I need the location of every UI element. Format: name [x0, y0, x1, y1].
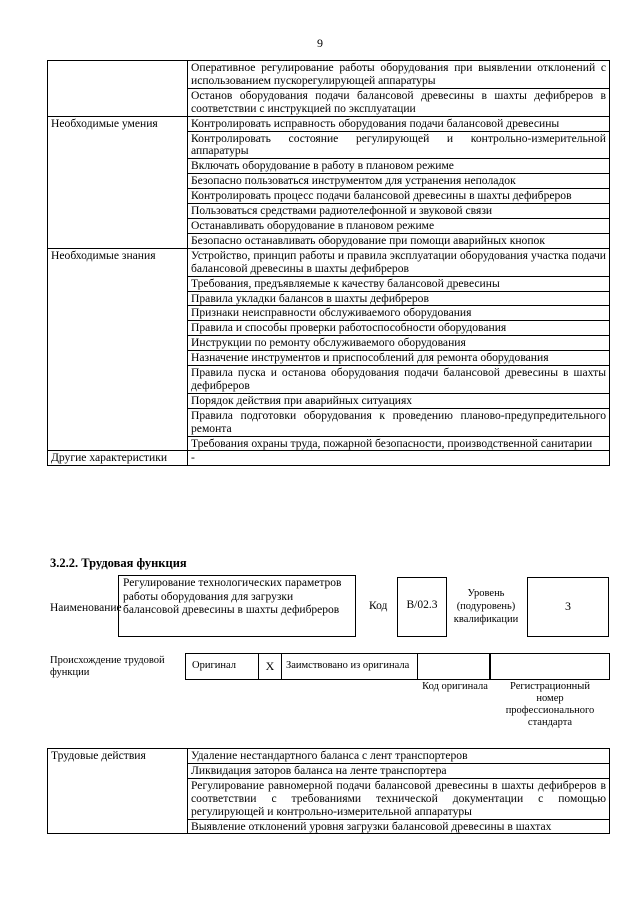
row-content: Контролировать состояние регулирующей и контрольно-измерительной аппаратуры: [188, 131, 610, 159]
row-content: -: [188, 451, 610, 466]
row-header: [48, 61, 188, 117]
row-content: Контролировать исправность оборудования подачи балансовой древесины: [188, 116, 610, 131]
name-label: Наименование: [50, 602, 122, 614]
row-content: Устройство, принцип работы и правила эксплуатации оборудования участка подачи балансовой древесины в шахты дефибреров: [188, 248, 610, 276]
row-content: Включать оборудование в работу в плановом режиме: [188, 159, 610, 174]
original-mark-cell: [258, 653, 282, 680]
name-value-box: [118, 575, 356, 637]
row-header: Другие характеристики: [48, 451, 188, 466]
original-label: Оригинал: [192, 660, 236, 671]
table-row: [48, 116, 610, 131]
level-value: 3: [565, 599, 571, 613]
row-content: Пользоваться средствами радиотелефонной и звуковой связи: [188, 204, 610, 219]
row-content: Инструкции по ремонту обслуживаемого оборудования: [188, 336, 610, 351]
level-label: Уровень (подуровень) квалификации: [453, 588, 519, 625]
table-row: [48, 749, 610, 764]
row-content: Оперативное регулирование работы оборудования при выявлении отклонений с использованием пускорегулирующей аппаратуры: [188, 61, 610, 89]
labor-actions-table: [47, 748, 610, 834]
row-content: Безопасно пользоваться инструментом для устранения неполадок: [188, 174, 610, 189]
code-value: B/02.3: [406, 599, 438, 611]
row-content: Признаки неисправности обслуживаемого оборудования: [188, 306, 610, 321]
table-row: [48, 248, 610, 276]
row-header: Трудовые действия: [48, 749, 188, 834]
function-name: Регулирование технологических параметров работы оборудования для загрузки балансовой древесины в шахты дефибреров: [123, 577, 342, 617]
row-content: Порядок действия при аварийных ситуациях: [188, 393, 610, 408]
row-content: Регулирование равномерной подачи балансовой древесины в шахты дефибреров в соответствии с требованиями технической документации с помощью регулирующей и контрольно-измерительной аппаратуры: [188, 778, 610, 819]
row-content: Останов оборудования подачи балансовой древесины в шахты дефибреров в соответствии с инструкцией по эксплуатации: [188, 88, 610, 116]
original-mark: X: [265, 659, 275, 673]
origin-code-cell: [417, 653, 490, 680]
row-content: Правила и способы проверки работоспособности оборудования: [188, 321, 610, 336]
row-content: Правила укладки балансов в шахты дефибреров: [188, 291, 610, 306]
row-content: Останавливать оборудование в плановом режиме: [188, 218, 610, 233]
row-content: Удаление нестандартного баланса с лент транспортеров: [188, 749, 610, 764]
level-box: [527, 577, 609, 637]
origin-label: Происхождение трудовой функции: [50, 655, 165, 678]
section-title: 3.2.2. Трудовая функция: [50, 556, 187, 570]
code-label: Код: [369, 600, 388, 612]
row-header: Необходимые умения: [48, 116, 188, 248]
row-content: Требования, предъявляемые к качеству балансовой древесины: [188, 276, 610, 291]
row-content: Назначение инструментов и приспособлений для ремонта оборудования: [188, 351, 610, 366]
competency-table: [47, 60, 610, 466]
code-box: [397, 577, 447, 637]
origin-reg-caption: Регистрационный номер профессионального стандарта: [505, 681, 595, 728]
row-content: Ликвидация заторов баланса на ленте транспортера: [188, 763, 610, 778]
row-content: Безопасно останавливать оборудование при помощи аварийных кнопок: [188, 233, 610, 248]
row-content: Требования охраны труда, пожарной безопасности, производственной санитарии: [188, 436, 610, 451]
row-content: Правила пуска и останова оборудования подачи балансовой древесины в шахты дефибреров: [188, 366, 610, 394]
borrowed-label: Заимствовано из оригинала: [286, 660, 410, 671]
origin-code-caption: Код оригинала: [422, 681, 488, 692]
table-row: [48, 451, 610, 466]
row-content: Контролировать процесс подачи балансовой древесины в шахты дефибреров: [188, 189, 610, 204]
origin-reg-cell: [490, 653, 610, 680]
page-number: 9: [317, 36, 323, 50]
row-content: Правила подготовки оборудования к проведению планово-предупредительного ремонта: [188, 408, 610, 436]
row-content: Выявление отклонений уровня загрузки балансовой древесины в шахтах: [188, 819, 610, 834]
row-header: Необходимые знания: [48, 248, 188, 451]
table-row: [48, 61, 610, 89]
